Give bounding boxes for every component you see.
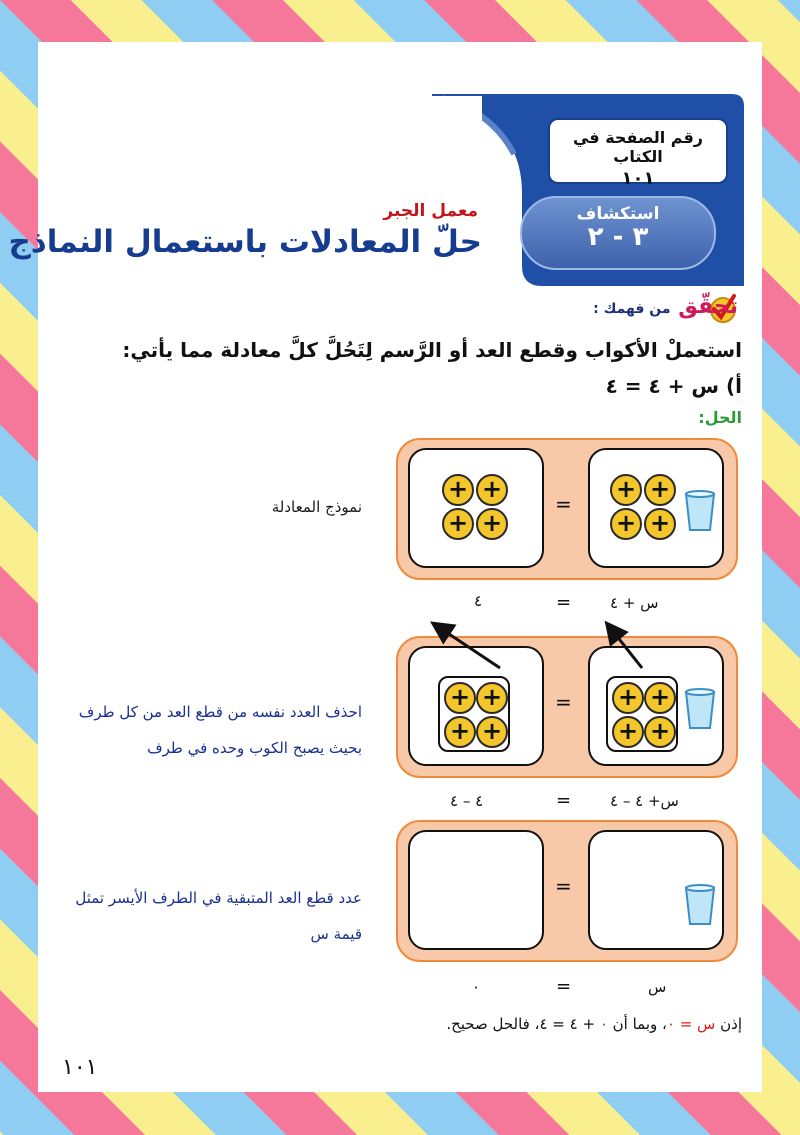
counter-tile: + (444, 682, 476, 714)
arrow-icon (440, 628, 500, 668)
step-3-left-expression: س (648, 978, 667, 996)
page-title: حلّ المعادلات باستعمال النماذج (8, 224, 482, 260)
arrow-icon (612, 630, 642, 668)
conclusion-part-3: + ٤ = ٤، فالحل صحيح. (446, 1015, 600, 1033)
cup-icon (684, 688, 716, 732)
step-1-right-expression: ٤ (474, 592, 483, 610)
right-side-box (408, 448, 544, 568)
left-side-box (588, 448, 724, 568)
equation-a: أ) س + ٤ = ٤ (605, 374, 742, 398)
step-1-left-expression: س + ٤ (610, 594, 659, 612)
equals-sign: = (555, 874, 572, 898)
step-1-equals: = (556, 592, 572, 613)
check-subtitle: من فهمك : (593, 301, 671, 317)
counter-tile: + (610, 474, 642, 506)
counter-tile: + (644, 716, 676, 748)
counter-tile: + (476, 716, 508, 748)
check-title: تحقّق (678, 294, 738, 319)
check-understanding-heading (593, 294, 738, 319)
removal-arrows (430, 620, 670, 670)
conclusion-text (446, 1015, 742, 1033)
counter-tile: + (644, 474, 676, 506)
model-panel-3 (396, 820, 738, 962)
solution-label: الحل: (698, 408, 742, 427)
instruction-text: استعملْ الأكواب وقطع العد أو الرَّسم لِتَحُلَّ كلَّ معادلة مما يأتي: (122, 338, 742, 362)
conclusion-part-2: ، وبما أن (607, 1015, 667, 1033)
cup-icon (684, 490, 716, 534)
step-2-right-expression: ٤ – ٤ (450, 792, 484, 810)
explore-label: استكشاف (576, 204, 660, 224)
conclusion-part-1: إذن (715, 1015, 742, 1033)
step-2-equals: = (556, 790, 572, 811)
counter-tile: + (476, 682, 508, 714)
lab-label: معمل الجبر (383, 201, 478, 221)
cup-icon (684, 884, 716, 928)
equals-sign: = (555, 690, 572, 714)
model-panel-1 (396, 438, 738, 580)
left-side-box (588, 830, 724, 950)
removed-counters-group (606, 676, 678, 752)
explore-badge (520, 196, 716, 270)
counter-tile: + (644, 508, 676, 540)
step-3-equals: = (556, 976, 572, 997)
book-page-number: ١٠١ (621, 168, 655, 189)
conclusion-x-value: س = ٠ (666, 1015, 716, 1033)
explore-number: ٣ - ٢ (587, 222, 649, 252)
counter-tile: + (476, 474, 508, 506)
step-3-right-expression: ٠ (472, 978, 481, 996)
book-page-label: رقم الصفحة في الكتاب (572, 128, 704, 166)
right-side-box (408, 830, 544, 950)
equals-sign: = (555, 492, 572, 516)
counter-tile: + (612, 682, 644, 714)
counter-tile: + (610, 508, 642, 540)
conclusion-zero: ٠ (599, 1015, 608, 1033)
counter-tile: + (442, 508, 474, 540)
step-3-description: عدد قطع العد المتبقية في الطرف الأيسر تمثل قيمة س (75, 889, 362, 943)
step-1-description: نموذج المعادلة (271, 498, 362, 516)
counter-tile: + (444, 716, 476, 748)
book-page-box (548, 118, 728, 189)
counter-tile: + (612, 716, 644, 748)
page-number: ١٠١ (62, 1055, 98, 1080)
removed-counters-group (438, 676, 510, 752)
counter-tile: + (644, 682, 676, 714)
step-2-left-expression: س+ ٤ – ٤ (610, 792, 679, 810)
counter-tile: + (476, 508, 508, 540)
counter-tile: + (442, 474, 474, 506)
step-2-description: احذف العدد نفسه من قطع العد من كل طرف بحيث يصبح الكوب وحده في طرف (78, 703, 362, 757)
